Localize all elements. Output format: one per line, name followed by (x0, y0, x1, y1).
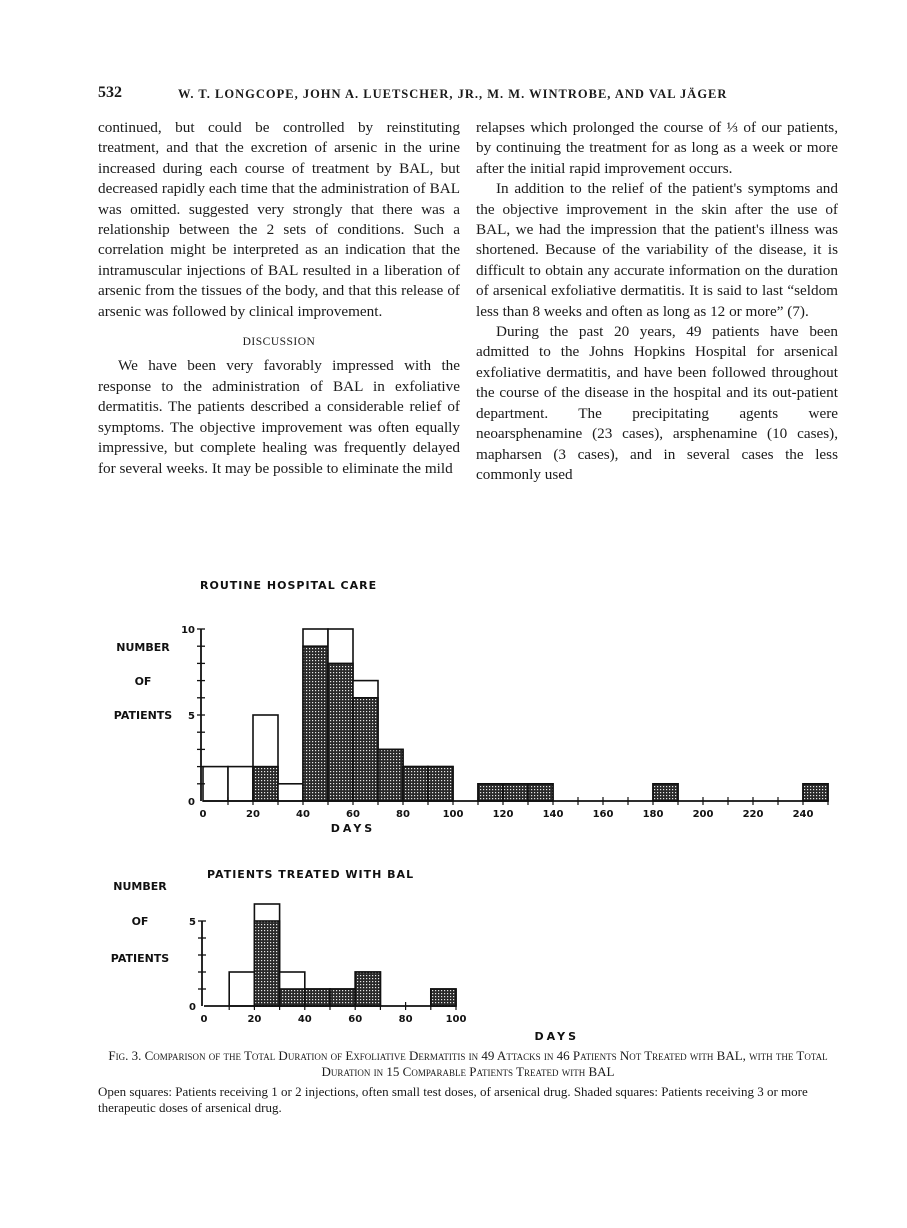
paragraph: In addition to the relief of the patient's symptoms and the objective improvement in the skin after the use of BAL, we had the impression that the patient's illness was shortened. Because of the variability of the disease, it is difficult to obtain any accurate information on the duration of arsenical exfoliative dermatitis. It is said to last “seldom less than 8 weeks and often as long as 12 or more” (7). (476, 180, 838, 320)
caption-title: Fig. 3. Comparison of the Total Duration of Exfoliative Dermatitis in 49 Attacks in 46 Patients Not Treated with BAL, with the Total Duration in 15 Comparable Patients Treated with BAL (108, 1048, 828, 1079)
histogram-bar-shaded (305, 989, 330, 1006)
histogram-bar-shaded (355, 972, 380, 1006)
chart-routine-hospital-care (114, 579, 828, 835)
x-tick-label: 60 (346, 809, 360, 820)
y-tick-label: 10 (181, 625, 195, 636)
histogram-bar-shaded (253, 767, 278, 801)
x-tick-label: 60 (348, 1014, 363, 1025)
y-axis-label: NUMBER (113, 880, 167, 893)
section-heading-discussion: DISCUSSION (242, 336, 316, 349)
x-tick-label: 240 (792, 809, 814, 820)
histogram-bar-shaded (330, 989, 355, 1006)
paragraph: relapses which prolonged the course of ⅓ of our patients, by continuing the treatment for as long as a week or more after the initial rapid improvement occurs. (476, 119, 838, 177)
paragraph: We have been very favorably impressed with the response to the administration of BAL in exfoliative dermatitis. The patients described a considerable relief of symptoms. The objective improvement was often equally impressive, but complete healing was frequently delayed for several weeks. It may be possible to eliminate the mild (98, 357, 460, 477)
histogram-bar-shaded (478, 784, 503, 801)
y-tick-label: 5 (188, 711, 195, 722)
y-axis-label: PATIENTS (110, 952, 170, 965)
x-tick-label: 80 (396, 809, 410, 820)
histogram-bar-shaded (303, 646, 328, 801)
figure-caption (98, 1048, 838, 1116)
y-tick-label: 0 (188, 797, 195, 808)
chart-title: ROUTINE HOSPITAL CARE (200, 579, 378, 592)
page-number: 532 (98, 84, 122, 101)
x-tick-label: 20 (246, 809, 260, 820)
histogram-bar-shaded (653, 784, 678, 801)
x-tick-label: 220 (742, 809, 764, 820)
x-tick-label: 200 (692, 809, 714, 820)
histogram-bar-shaded (803, 784, 828, 801)
histogram-bar-shaded (503, 784, 528, 801)
histogram-bar-shaded (528, 784, 553, 801)
x-axis-label: DAYS (534, 1030, 580, 1043)
y-axis-label: PATIENTS (113, 709, 173, 722)
y-axis-label: OF (134, 675, 152, 688)
x-tick-label: 180 (642, 809, 664, 820)
y-tick-label: 0 (189, 1002, 196, 1013)
x-tick-label: 0 (199, 809, 207, 820)
y-axis-label: OF (131, 915, 149, 928)
histogram-bar-shaded (254, 921, 279, 1006)
paragraph: continued, but could be controlled by reinstituting treatment, and that the excretion of arsenic in the urine increased during each course of treatment by BAL, but decreased rapidly each time that the administration of BAL was omitted. suggested very strongly that there was a relationship between the 2 sets of conditions. Such a correlation might be interpreted as an indication that the intramuscular injections of BAL resulted in a liberation of arsenic from the tissues of the body, and that this release of arsenic was followed by clinical improvement. (98, 119, 460, 320)
paragraph: During the past 20 years, 49 patients have been admitted to the Johns Hopkins Hospital for arsenical exfoliative dermatitis, and have been followed throughout the course of the disease in the hospital and its out-patient department. The precipitating agents were neoarsphenamine (23 cases), arsphenamine (10 cases), mapharsen (3 cases), and in several cases the less commonly used (476, 323, 838, 483)
x-tick-label: 20 (247, 1014, 262, 1025)
chart-title: PATIENTS TREATED WITH BAL (207, 868, 415, 881)
y-tick-label: 5 (189, 917, 196, 928)
histogram-bar-shaded (378, 749, 403, 801)
histogram-bar-shaded (280, 989, 305, 1006)
histogram-bar-shaded (428, 767, 453, 801)
histogram-bar-open (278, 784, 303, 801)
x-tick-label: 120 (492, 809, 514, 820)
x-tick-label: 100 (442, 809, 464, 820)
caption-legend: Open squares: Patients receiving 1 or 2 injections, often small test doses, of arsenical drug. Shaded squares: Patients receiving 3 or more therapeutic doses of arsenical drug. (98, 1084, 808, 1115)
x-tick-label: 160 (592, 809, 614, 820)
chart-patients-treated-with-bal (111, 868, 579, 1043)
x-axis-label: DAYS (330, 822, 376, 835)
x-tick-label: 0 (200, 1014, 208, 1025)
histogram-bar-shaded (353, 698, 378, 801)
x-tick-label: 40 (297, 1014, 312, 1025)
running-head-authors: W. T. LONGCOPE, JOHN A. LUETSCHER, JR., M. M. WINTROBE, AND VAL JÄGER (178, 87, 728, 101)
histogram-bar-open (203, 767, 228, 801)
y-axis-label: NUMBER (116, 641, 170, 654)
histogram-bar-shaded (328, 663, 353, 801)
x-tick-label: 140 (542, 809, 564, 820)
histogram-bar-open (229, 972, 254, 1006)
histogram-bar-shaded (431, 989, 456, 1006)
x-tick-label: 80 (398, 1014, 413, 1025)
x-tick-label: 100 (445, 1014, 467, 1025)
histogram-bar-open (228, 767, 253, 801)
histogram-bar-shaded (403, 767, 428, 801)
x-tick-label: 40 (296, 809, 310, 820)
